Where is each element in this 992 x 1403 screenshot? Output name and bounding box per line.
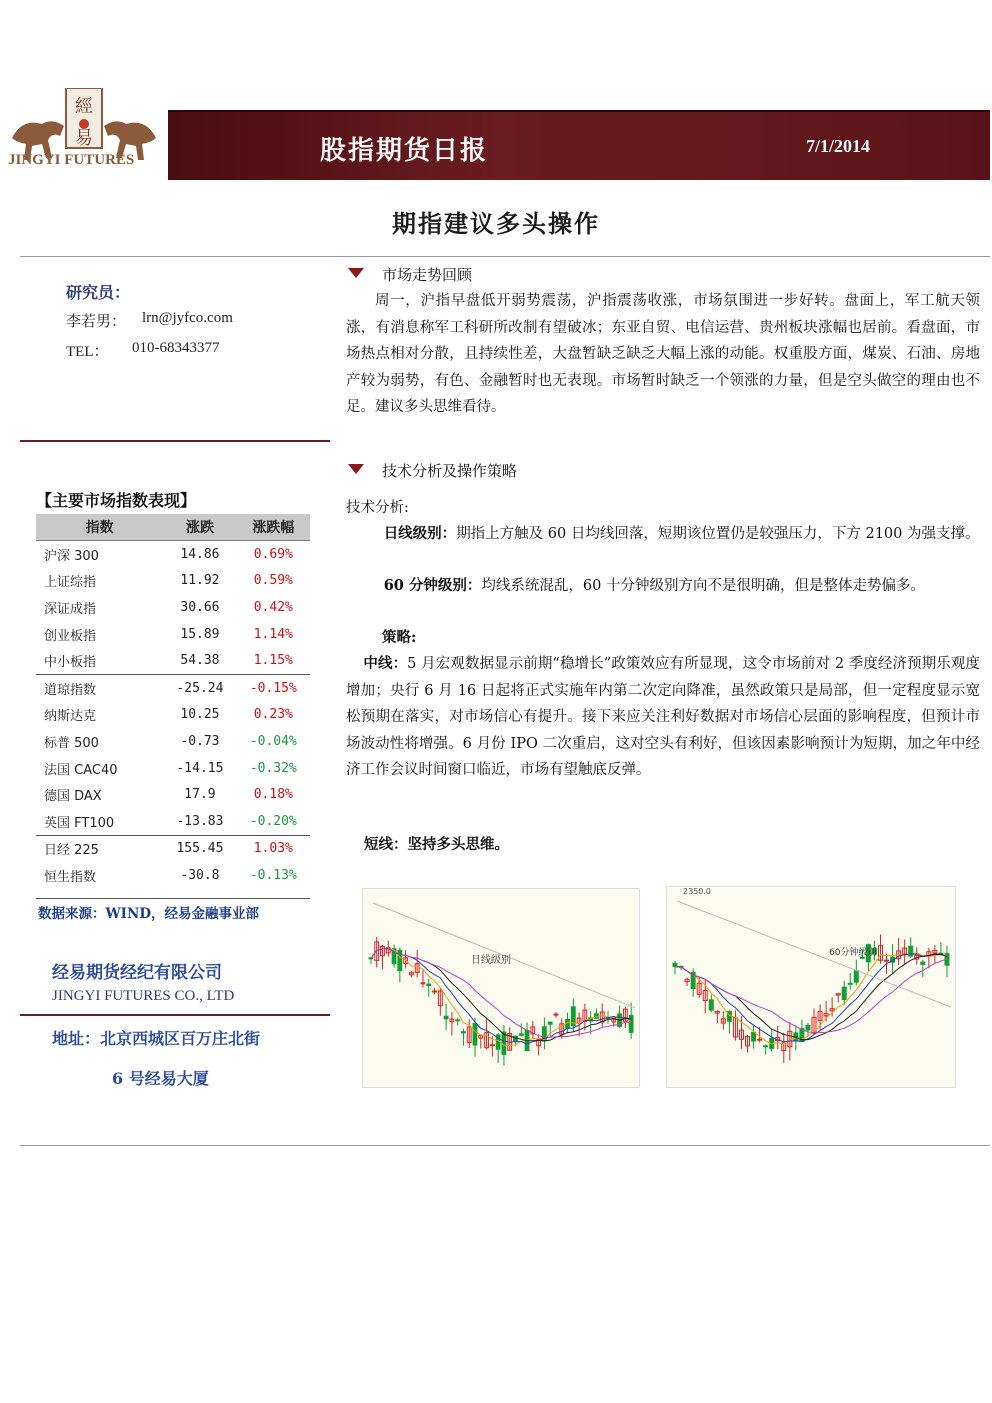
cell-change: 54.38 [180,653,220,669]
strategy-label: 策略: [382,629,417,646]
min60-label: 60 分钟级别： [383,577,482,594]
cell-change: -14.15 [176,760,224,776]
table-row [36,862,310,889]
headline: 期指建议多头操作 [392,209,600,238]
col-header-pct: 涨跌幅 [237,514,310,541]
cell-change: 10.25 [180,707,220,723]
table-row [36,647,310,674]
cell-change: 155.45 [163,835,236,862]
cell-change: 15.89 [180,626,220,642]
table-row [36,621,310,648]
cell-pct: -0.20% [249,813,297,829]
table-row [36,755,310,782]
logo-seal-bottom: 易 [75,128,93,149]
divider [20,256,990,257]
candle-body [473,1023,477,1045]
cell-name: 德国 DAX [44,789,102,805]
candle-body [758,1039,762,1040]
col-header-change: 涨跌 [163,514,236,541]
table-row [36,702,310,729]
logo-brand-text: JINGYI FUTURES [8,152,135,168]
candle-body [548,1022,552,1024]
cell-name: 创业板指 [44,628,97,644]
section-arrow-icon [348,268,364,278]
table-row [36,728,310,755]
company-name-en: JINGYI FUTURES CO., LTD [52,988,235,1004]
daily-kline-svg [363,889,639,1087]
cell-change: 14.86 [180,546,220,562]
market-table-title: 【主要市场指数表现】 [36,491,197,510]
cell-pct: 0.59% [253,573,293,589]
tech-label: 技术分析: [346,500,409,516]
candle-body [462,1032,466,1033]
candle-body [752,1032,756,1041]
cell-pct: -0.15% [237,674,310,701]
cell-pct: 0.69% [253,546,293,562]
table-row [36,781,310,808]
cell-name: 纳斯达克 [44,709,97,725]
candle-body [490,1045,494,1046]
candle-body [806,1026,810,1030]
cell-change: -25.24 [163,674,236,701]
cell-name: 道琼指数 [36,674,163,701]
cell-pct: 0.23% [253,707,293,723]
daily-chart-label: 日线级别 [471,955,511,966]
cell-pct: 1.14% [253,626,293,642]
candle-body [629,1015,633,1032]
cell-pct: 0.18% [253,787,293,803]
divider [20,1014,330,1016]
cell-pct: -0.04% [249,733,297,749]
candle-body [502,1032,506,1055]
report-title: 股指期货日报 [320,136,489,166]
review-paragraph: 周一，沪指早盘低开弱势震荡，沪指震荡收涨，市场氛围进一步好转。盘面上，军工航天领涨，有消息称军工科研所改制有望破冰；东亚自贸、电信运营、贵州板块涨幅也居前。看盘面，市场热点相对分散，且持续性差，大盘暂缺乏缺乏大幅上涨的动能。权重股方面，煤炭、石油、房地产较为弱势，有色、金融暂时也无表现。市场暂时缺乏一个领涨的力量，但是空头做空的理由也不足。建议多头思维看待。 [346,293,980,415]
cell-name: 沪深 300 [44,548,99,564]
researcher-email[interactable]: lrn@jyfco.com [142,310,233,326]
cell-pct: 0.42% [253,599,293,615]
cell-name: 日经 225 [36,835,163,862]
data-source: 数据来源：WIND，经易金融事业部 [38,906,260,922]
cell-change: 11.92 [180,573,220,589]
logo-seal-top: 經 [75,96,93,117]
section-arrow-icon [348,464,364,474]
minute-chart-top-value: 2350.0 [683,887,711,896]
candle-body [433,991,437,992]
candle-body [554,1014,558,1015]
candle-body [444,1016,448,1019]
candle-body [709,1000,713,1010]
candle-body [854,971,858,982]
review-heading: 市场走势回顾 [382,266,473,284]
cell-change: -0.73 [180,733,220,749]
cell-change: 30.66 [180,599,220,615]
table-row [36,541,310,568]
cell-pct: 1.03% [237,835,310,862]
candle-body [421,983,425,984]
table-bottom-line [36,898,310,899]
daily-analysis [346,521,980,548]
header-line [168,110,990,112]
cell-name: 中小板指 [44,655,97,671]
address-line-2: 6 号经易大厦 [112,1069,209,1088]
daily-kline-chart [362,888,640,1088]
tel-number: 010-68343377 [132,340,220,356]
mid-text: 5 月宏观数据显示前期“稳增长”政策效应有所显现，这令市场前对 2 季度经济预期乐观度增加；央行 6 月 16 日起将正式实施年内第二次定向降准，虽然政策只是局部，但一定程度显示宽松预期在落实，对市场信心有提升。接下来应关注利好数据对市场信心层面的影响程度，但预计市场波动性将增强。6 月份 IPO 二次重启，这对空头有利好，但该因素影响预计为短期，加之年中经济工作会议时间窗口临近，市场有望触底反弹。 [346,656,980,778]
cell-pct: -0.13% [249,867,297,883]
tech-heading: 技术分析及操作策略 [382,462,518,480]
candle-body [427,984,431,985]
col-header-index: 指数 [36,514,163,541]
tel-label: TEL： [66,344,109,360]
company-name-cn: 经易期货经纪有限公司 [52,963,222,983]
table-row [36,674,310,701]
candle-body [842,987,846,999]
address-line-1: 地址：北京西城区百万庄北街 [52,1029,261,1048]
cell-name: 英国 FT100 [44,815,115,831]
market-table [36,514,310,889]
moving-average-line [675,959,947,1033]
cell-name: 标普 500 [44,735,99,751]
candle-body [848,983,852,984]
candle-body [764,1046,768,1047]
researcher-label: 研究员： [66,283,131,302]
cell-name: 恒生指数 [44,869,97,885]
daily-text: 期指上方触及 60 日均线回落，短期该位置仍是较强压力，下方 2100 为强支撑。 [456,526,980,542]
candle-body [519,1034,523,1036]
min60-text: 均线系统混乱，60 十分钟级别方向不是很明确，但是整体走势偏多。 [481,578,925,594]
cell-name: 法国 CAC40 [44,762,118,778]
moving-average-line [675,953,947,1044]
footer-divider [20,1145,990,1146]
cell-pct: -0.32% [249,760,297,776]
candle-body [456,1020,460,1021]
divider [20,440,330,442]
cell-change: 17.9 [184,787,216,803]
cell-name: 上证综指 [44,575,97,591]
table-row [36,808,310,835]
cell-pct: 1.15% [253,653,293,669]
mid-term-strategy [346,651,980,784]
minute-kline-chart [666,886,956,1088]
table-row [36,594,310,621]
minute-chart-label: 60分钟级别 [829,948,877,958]
report-date: 7/1/2014 [806,136,871,156]
daily-label: 日线级别： [383,525,457,542]
mid-label: 中线： [363,655,408,672]
researcher-name: 李若男： [66,314,127,330]
minute-kline-svg [667,887,955,1087]
short-term-strategy: 短线：坚持多头思维。 [364,836,509,853]
cell-change: -13.83 [176,813,224,829]
cell-name: 深证成指 [44,601,97,617]
cell-change: -30.8 [180,867,220,883]
candle-body [398,950,402,970]
table-row [36,568,310,595]
table-row [36,835,310,862]
candle-body [921,962,925,964]
min60-analysis [346,573,980,600]
candle-body [673,963,677,966]
